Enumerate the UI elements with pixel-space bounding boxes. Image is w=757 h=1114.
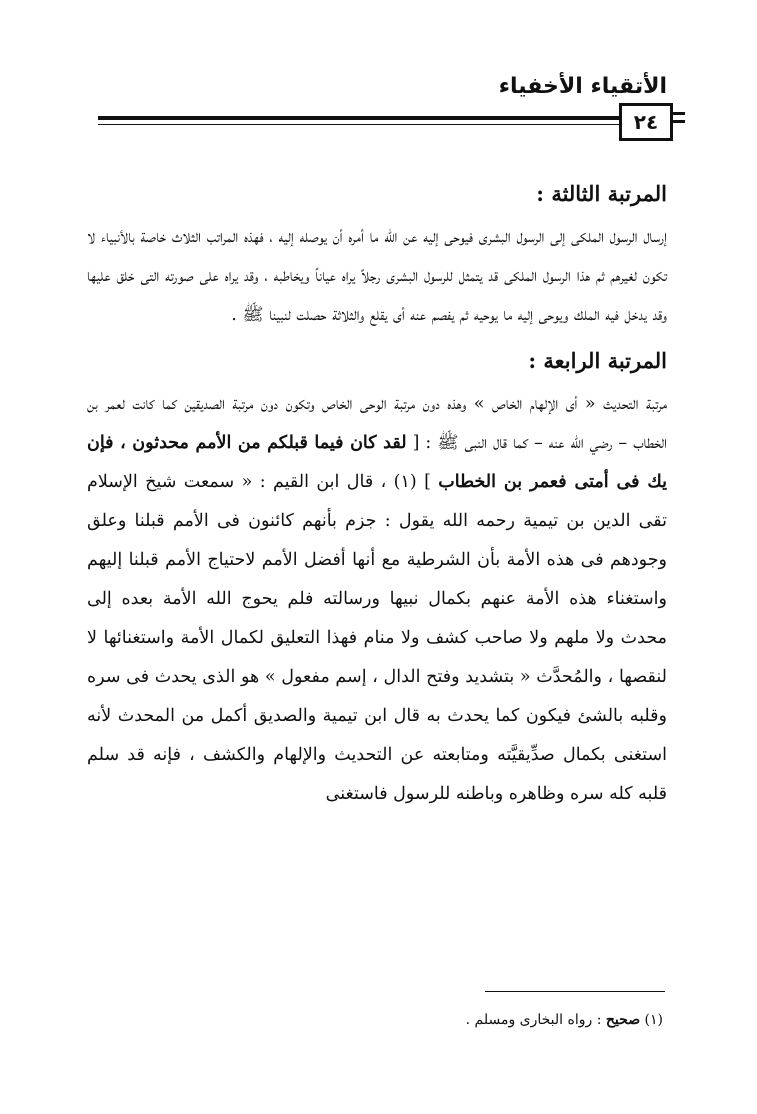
page-number-tick (673, 120, 685, 123)
hadith-quote: لقد كان فيما قبلكم من الأمم محدثون ، فإن يك فى أمتى فعمر بن الخطاب (87, 433, 667, 492)
page-number: ٢٤ (619, 103, 673, 141)
footnote-rule (485, 991, 665, 992)
paragraph-part-1: مرتبة التحديث « أى الإلهام الخاص » وهذه دون مرتبة الوحى الخاص وتكون دون مرتبة الصديقين كما كانت لعمر بن الخطاب – رضي الله عنه – كما قال النبى ﷺ : [ (87, 394, 667, 453)
section-heading-fourth: المرتبة الرابعة : (528, 348, 667, 373)
footnote-marker: (١) (644, 1012, 663, 1028)
header-rule-thin (98, 124, 639, 125)
header-rule-thick (98, 116, 639, 120)
footnote-text: : رواه البخارى ومسلم . (465, 1012, 602, 1028)
paragraph-third-rank: إرسال الرسول الملكى إلى الرسول البشرى فيوحى إليه عن الله ما أمره أن يوصله إليه ، فهذه المراتب الثلاث خاصة بالأنبياء لا تكون لغيرهم ثم هذا الرسول الملكى قد يتمثل للرسول البشرى رجلاً يراه عياناً ويخاطبه ، وقد يراه على صورته التى خلق عليها وقد يدخل فيه الملك ويوحى إليه ما يوحيه ثم يفصم عنه أى يقلع والثلاثة حصلت لنبينا ﷺ . (87, 227, 667, 325)
footnote (466, 1012, 663, 1028)
running-header-title: الأتقياء الأخفياء (498, 74, 667, 99)
paragraph-fourth-rank (87, 385, 667, 814)
page-number-tick (673, 112, 685, 115)
footnote-label: صحيح (605, 1012, 641, 1028)
body-text (87, 170, 667, 814)
section-heading-third: المرتبة الثالثة : (536, 181, 667, 206)
paragraph-part-2: ] (١) ، قال ابن القيم : « سمعت شيخ الإسلام تقى الدين بن تيمية رحمه الله يقول : جزم بأنهم كائنون فى الأمم قبلنا وعلق وجودهم فى هذه الأمة بأن الشرطية مع أنها أفضل الأمم لاحتياج الأمم قبلنا إليهم واستغناء هذه الأمة عنهم بكمال نبيها ورسالته فلم يحوج الله الأمة بعده إلى محدث ولا ملهم ولا صاحب كشف ولا منام فهذا التعليق لكمال الأمة واستغنائها لا لنقصها ، والمُحدَّث « بتشديد وفتح الدال ، إسم مفعول » هو الذى يحدث فى سره وقلبه بالشئ فيكون كما يحدث به قال ابن تيمية والصديق أكمل من المحدث لأنه استغنى بكمال صدِّيقيَّته ومتابعته عن التحديث والإلهام والكشف ، فإنه قد سلم قلبه كله سره وظاهره وباطنه للرسول فاستغنى (87, 472, 667, 804)
